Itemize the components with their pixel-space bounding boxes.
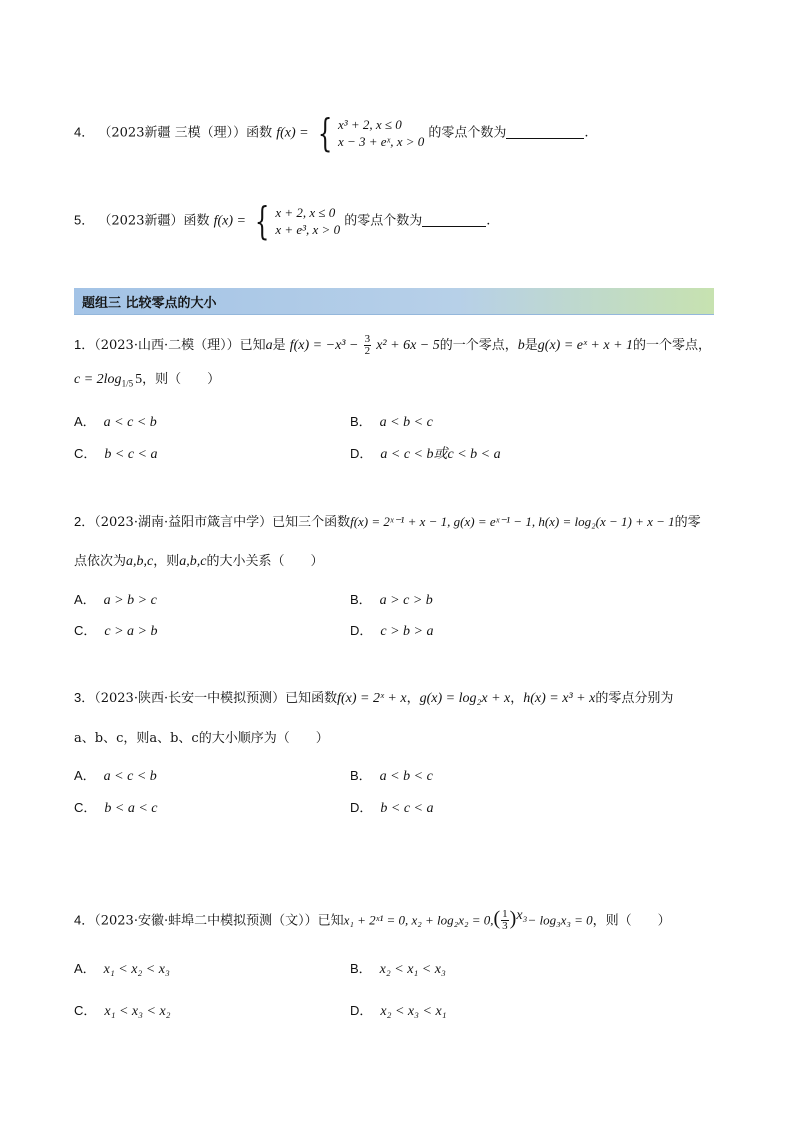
option-d[interactable] [350, 1002, 447, 1021]
text: 的零点分别为 [595, 691, 674, 706]
numerator: 3 [364, 333, 371, 345]
functions: f(x) = 2ˣ⁻¹ + x − 1, g(x) = eˣ⁻¹ − 1, h(x) = log₂(x − 1) + x − 1 [350, 514, 675, 529]
function-lhs: f(x) = [213, 213, 246, 229]
question-number: 2． [74, 514, 95, 529]
option-text: b < a < c [104, 801, 158, 816]
question-2 [74, 512, 701, 533]
option-text: c > a > b [104, 624, 158, 639]
vars: a,b,c [179, 554, 207, 569]
function-h: h(x) = x³ + x [523, 691, 596, 706]
period: . [584, 125, 589, 141]
denominator: 3 [502, 920, 508, 933]
option-text: c > b > a [380, 624, 434, 639]
case-2: x − 3 + eˣ, x > 0 [337, 134, 425, 149]
option-label: B． [350, 768, 372, 783]
option-label: D． [350, 800, 373, 815]
question-source: （2023·湖南·益阳市箴言中学）已知三个函数 [94, 515, 351, 530]
option-label: C． [74, 800, 97, 815]
option-text: a > b > c [103, 593, 157, 608]
option-label: A． [74, 414, 96, 429]
log-arg: 5 [135, 372, 143, 387]
option-text: x₂ < x₃ < x₁ [380, 1004, 447, 1019]
option-text: x₂ < x₁ < x₃ [379, 962, 446, 977]
fraction [364, 334, 372, 357]
question-tail: 的零点个数为 [428, 125, 507, 141]
option-c[interactable] [74, 445, 158, 464]
question-3-line2 [74, 729, 329, 749]
option-text: a < b < c [379, 769, 433, 784]
option-label: D． [350, 1003, 373, 1018]
question-2-line2 [74, 552, 323, 572]
option-d[interactable] [350, 622, 434, 641]
case-2: x + e³, x > 0 [275, 222, 341, 237]
question-5-top [74, 199, 491, 243]
option-text: x₁ < x₂ < x₃ [103, 962, 170, 977]
option-label: C． [74, 1003, 97, 1018]
option-a[interactable] [74, 767, 157, 786]
option-a[interactable] [74, 591, 157, 610]
var-a: a [265, 338, 273, 353]
piecewise-function: { x³ + 2, x ≤ 0 x − 3 + eˣ, x > 0 [317, 111, 425, 155]
question-source: （2023·陕西·长安一中模拟预测）已知函数 [94, 691, 338, 706]
text: ，则（ ） [142, 372, 221, 387]
case-1: x³ + 2, x ≤ 0 [337, 117, 402, 132]
text: 的一个零点， [633, 338, 712, 353]
question-source: （2023新疆 三模（理））函数 [98, 125, 273, 141]
option-c[interactable] [74, 1002, 171, 1021]
option-a[interactable] [74, 413, 157, 432]
option-b[interactable] [350, 960, 446, 979]
expression: x₁ + 2ˣ¹ = 0, x₂ + log₂x₂ = 0, [343, 912, 494, 928]
option-label: B． [350, 592, 372, 607]
question-number: 5． [74, 212, 95, 228]
text: ，则 [153, 554, 180, 569]
question-source: （2023·安徽·蚌埠二中模拟预测（文））已知 [94, 913, 344, 929]
text: 点依次为 [74, 554, 127, 569]
option-text: x₁ < x₃ < x₂ [104, 1004, 171, 1019]
numerator: 1 [502, 908, 508, 921]
question-number: 4． [74, 912, 95, 928]
case-1: x + 2, x ≤ 0 [275, 205, 336, 220]
function-lhs: f(x) = [276, 125, 309, 141]
log-base: 1/5 [121, 378, 134, 389]
function-g: g(x) = log₂x + x [419, 691, 511, 706]
option-a[interactable] [74, 960, 170, 979]
fraction [501, 909, 509, 932]
separator: ， [510, 691, 524, 706]
option-c[interactable] [74, 799, 158, 818]
option-text: a < c < b [103, 769, 157, 784]
question-tail: 的零点个数为 [344, 213, 423, 229]
option-b[interactable] [350, 413, 433, 432]
text: 是 [524, 338, 538, 353]
answer-blank[interactable] [506, 124, 584, 139]
var-c: c = 2log [74, 372, 122, 387]
separator: ， [406, 691, 420, 706]
function-f-rest: x² + 6x − 5 [376, 338, 440, 353]
question-3 [74, 688, 673, 709]
option-label: B． [350, 414, 372, 429]
option-label: A． [74, 961, 96, 976]
option-label: D． [350, 446, 373, 461]
function-f: f(x) = −x³ − [289, 338, 359, 353]
option-text: a < c < b或c < b < a [380, 447, 501, 462]
option-d[interactable] [350, 799, 434, 818]
period: . [486, 213, 491, 229]
answer-blank[interactable] [422, 212, 486, 227]
question-source: （2023新疆）函数 [98, 213, 210, 229]
option-text: a < b < c [379, 415, 433, 430]
text: 的零 [674, 515, 701, 530]
var-b: b [517, 338, 525, 353]
vars: a,b,c [126, 554, 154, 569]
option-label: B． [350, 961, 372, 976]
option-text: b < c < a [380, 801, 434, 816]
question-source: （2023·山西·二模（理））已知 [94, 338, 266, 353]
option-label: A． [74, 768, 96, 783]
option-text: a > c > b [379, 593, 433, 608]
denominator: 2 [364, 345, 371, 357]
option-text: b < c < a [104, 447, 158, 462]
option-label: C． [74, 623, 97, 638]
option-text: a < c < b [103, 415, 157, 430]
option-c[interactable] [74, 622, 158, 641]
option-b[interactable] [350, 591, 433, 610]
section-title: 题组三 比较零点的大小 [82, 296, 217, 311]
exponent: x₃ [516, 908, 528, 923]
expression: − log₃x₃ = 0 [527, 912, 593, 928]
question-number: 4． [74, 124, 95, 140]
function-g: g(x) = eˣ + x + 1 [537, 338, 634, 353]
option-b[interactable] [350, 767, 433, 786]
option-label: D． [350, 623, 373, 638]
function-f: f(x) = 2ˣ + x [337, 691, 407, 706]
option-label: C． [74, 446, 97, 461]
question-4-bottom: 4．（2023·安徽·蚌埠二中模拟预测（文））已知x₁ + 2ˣ¹ = 0, x₂ + log₂x₂ = 0,( $\frac{1}{3}$ )$^{x_3}$− log₃x₃ = 0，则（ ） [74, 907, 671, 933]
piecewise-function: { x + 2, x ≤ 0 x + e³, x > 0 [254, 199, 341, 243]
text: 是 [272, 338, 286, 353]
question-1-line2 [74, 370, 220, 394]
text: 的大小关系（ ） [206, 554, 324, 569]
question-number: 1． [74, 337, 95, 352]
option-d[interactable] [350, 445, 501, 464]
section-banner [74, 288, 714, 315]
text: ，则（ ） [592, 913, 671, 929]
question-4-top [74, 111, 589, 155]
question-1 [74, 334, 711, 357]
question-number: 3． [74, 690, 95, 705]
text: 的一个零点， [439, 338, 518, 353]
text: a、b、c，则a、b、c的大小顺序为（ ） [74, 731, 329, 746]
option-label: A． [74, 592, 96, 607]
